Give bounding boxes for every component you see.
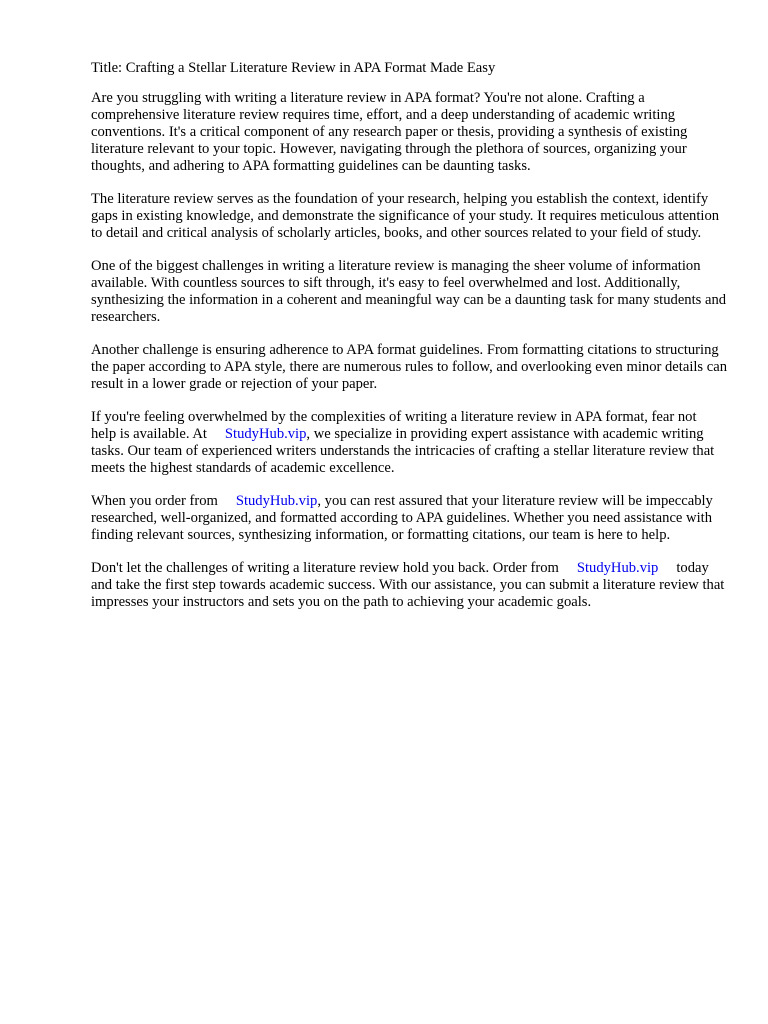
paragraph-text: , you can rest assured that your literature review will be impeccably researched, well-organized, and formatted according to APA guidelines. Whether you need assistance with finding relevant sources, synthesizing information, or formatting citations, our team is here to help.	[91, 493, 713, 543]
paragraph-foundation: The literature review serves as the foundation of your research, helping you establish the context, identify gaps in existing knowledge, and demonstrate the significance of your study. It requires meticulous attention to detail and critical analysis of scholarly articles, books, and other sources related to your field of study.	[91, 191, 720, 241]
studyhub-link[interactable]: StudyHub.vip	[224, 426, 307, 442]
paragraph-call-to-action	[91, 560, 731, 611]
document-title: Title: Crafting a Stellar Literature Review in APA Format Made Easy	[91, 60, 496, 76]
paragraph-text: When you order from	[91, 493, 218, 509]
paragraph-text: If you're feeling overwhelmed by the complexities of writing a literature review in APA format, fear not help is available. At	[91, 409, 712, 442]
paragraph-order-assurance	[91, 493, 731, 544]
paragraph-intro: Are you struggling with writing a literature review in APA format? You're not alone. Crafting a comprehensive literature review requires time, effort, and a deep understanding of academic writing conventions. It's a critical component of any research paper or thesis, providing a synthesis of existing literature relevant to your topic. However, navigating through the plethora of sources, organizing your thoughts, and adhering to APA formatting guidelines can be daunting tasks.	[91, 90, 688, 174]
paragraph-apa-challenge: Another challenge is ensuring adherence to APA format guidelines. From formatting citations to structuring the paper according to APA style, there are numerous rules to follow, and overlooking even minor details can result in a lower grade or rejection of your paper.	[91, 342, 728, 392]
paragraph-text: Don't let the challenges of writing a literature review hold you back. Order from	[91, 560, 559, 576]
studyhub-link[interactable]: StudyHub.vip	[235, 493, 318, 509]
paragraph-help-available	[91, 409, 731, 477]
studyhub-link[interactable]: StudyHub.vip	[576, 560, 659, 576]
paragraph-volume-challenge: One of the biggest challenges in writing a literature review is managing the sheer volume of information available. With countless sources to sift through, it's easy to feel overwhelmed and lost. Additionally, synthesizing the information in a coherent and meaningful way can be a daunting task for many students and researchers.	[91, 258, 727, 325]
paragraph-text: , we specialize in providing expert assistance with academic writing tasks. Our team of experienced writers understands the intricacies of crafting a stellar literature review that meets the highest standards of academic excellence.	[91, 426, 715, 476]
document-page	[91, 60, 731, 627]
paragraph-text: today and take the first step towards academic success. With our assistance, you can submit a literature review that impresses your instructors and sets you on the path to achieving your academic goals.	[91, 560, 725, 610]
